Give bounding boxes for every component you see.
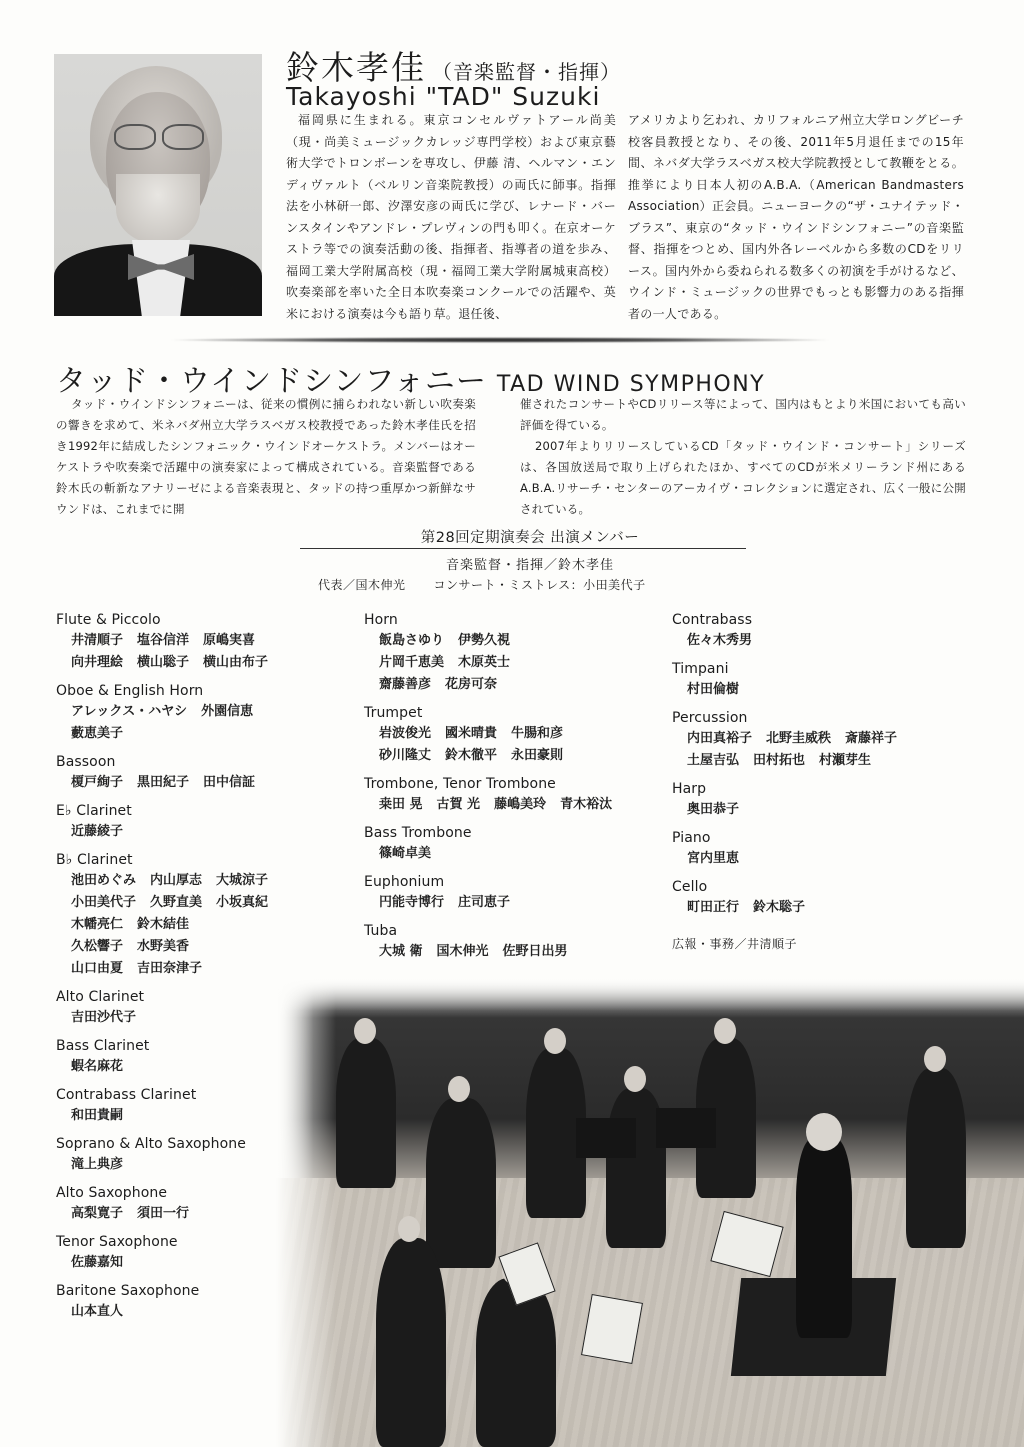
instrument-name: B♭ Clarinet: [56, 852, 133, 868]
member-row: [672, 630, 972, 652]
instrument-name: Tenor Saxophone: [56, 1234, 178, 1250]
member-row: [672, 799, 972, 821]
members-column-3: [672, 610, 972, 952]
member-row: [56, 630, 346, 652]
instrument-name: E♭ Clarinet: [56, 803, 132, 819]
member-row: [672, 750, 972, 772]
instrument-section: [672, 877, 972, 919]
member-name: 庄司恵子: [458, 895, 511, 910]
member-row: [364, 745, 664, 767]
member-name: 近藤綾子: [71, 824, 124, 839]
member-name: 宮内里恵: [687, 851, 740, 866]
member-row: [672, 679, 972, 701]
portrait-glasses: [114, 124, 204, 148]
member-name: 水野美香: [137, 939, 190, 954]
instrument-section: [672, 708, 972, 772]
instrument-name: Piano: [672, 830, 711, 846]
member-row: [56, 936, 346, 958]
member-name: 外園信恵: [201, 704, 254, 719]
member-name: 佐藤嘉知: [71, 1255, 124, 1270]
member-name: 吉田沙代子: [71, 1010, 137, 1025]
member-name: 円能寺博行: [379, 895, 445, 910]
instrument-name: Baritone Saxophone: [56, 1283, 200, 1299]
instrument-name: Horn: [364, 612, 398, 628]
instrument-name: Alto Saxophone: [56, 1185, 168, 1201]
member-name: 鈴木徹平: [445, 748, 498, 763]
instrument-name: Contrabass: [672, 612, 753, 628]
member-row: [364, 843, 664, 865]
ensemble-text-p2: 2007年よりリリースしているCD「タッド・ウインド・コンサート」シリーズは、各国放送局で取り上げられたほか、すべてのCDが米メリーランド州にあるA.B.A.リサーチ・センターのアーカイヴ・コレクションに選定され、広く一般に公開されている。: [520, 439, 966, 516]
member-name: 井清順子: [71, 633, 124, 648]
member-name: 吉田奈津子: [137, 961, 203, 976]
music-stand: [656, 1108, 716, 1148]
member-name: 国木伸光: [436, 944, 489, 959]
instrument-section: [364, 610, 664, 696]
conductor-role: （音楽監督・指揮）: [432, 60, 621, 84]
member-name: 須田一行: [137, 1206, 190, 1221]
member-row: [56, 821, 346, 843]
member-row: [364, 941, 664, 963]
member-row: [672, 728, 972, 750]
member-name: 砂川隆丈: [379, 748, 432, 763]
member-row: [364, 794, 664, 816]
music-director-line: 音楽監督・指揮／鈴木孝佳: [445, 558, 614, 573]
member-row: [672, 848, 972, 870]
member-row: [56, 723, 346, 745]
member-row: [672, 897, 972, 919]
member-name: 木原英士: [458, 655, 511, 670]
member-name: 鈴木結佳: [137, 917, 190, 932]
member-name: 片岡千恵美: [379, 655, 445, 670]
player-head: [354, 1018, 376, 1044]
instrument-name: Timpani: [672, 661, 729, 677]
member-name: 桒田 晃: [379, 797, 423, 812]
member-name: 岩波俊光: [379, 726, 432, 741]
instrument-name: Contrabass Clarinet: [56, 1087, 197, 1103]
player-head: [714, 1018, 736, 1044]
photo-fade-top: [276, 978, 1024, 1018]
members-column-2: [364, 610, 664, 970]
instrument-name: Alto Clarinet: [56, 989, 145, 1005]
instrument-section: [364, 921, 664, 963]
instrument-section: [672, 659, 972, 701]
member-name: 小田美代子: [71, 895, 137, 910]
member-row: [56, 892, 346, 914]
member-name: 木幡亮仁: [71, 917, 124, 932]
player: [376, 1238, 446, 1447]
member-name: 横山聡子: [137, 655, 190, 670]
instrument-name: Flute & Piccolo: [56, 612, 161, 628]
member-name: 塩谷信洋: [137, 633, 190, 648]
instrument-section: [364, 774, 664, 816]
member-row: [364, 674, 664, 696]
portrait-beard: [116, 174, 200, 244]
member-name: 花房可奈: [445, 677, 498, 692]
member-name: 山口由夏: [71, 961, 124, 976]
member-name: 青木裕汰: [560, 797, 613, 812]
member-row: [56, 914, 346, 936]
member-name: 伊勢久視: [458, 633, 511, 648]
member-name: アレックス・ハヤシ: [71, 704, 188, 719]
player-head: [924, 1046, 946, 1072]
member-name: 飯島さゆり: [379, 633, 445, 648]
instrument-section: [56, 752, 346, 794]
ensemble-title-jp: タッド・ウインドシンフォニー: [56, 364, 487, 399]
instrument-name: Bass Clarinet: [56, 1038, 150, 1054]
member-name: 藤嶋美玲: [494, 797, 547, 812]
member-name: 久松響子: [71, 939, 124, 954]
player: [336, 1038, 396, 1188]
member-name: 内山厚志: [150, 873, 203, 888]
member-row: [364, 630, 664, 652]
member-name: 横山由布子: [203, 655, 269, 670]
member-name: 滝上典彦: [71, 1157, 124, 1172]
member-name: 和田貴嗣: [71, 1108, 124, 1123]
orchestra-performance-photo: [276, 978, 1024, 1447]
member-row: [56, 772, 346, 794]
instrument-section: [672, 828, 972, 870]
member-name: 村田倫樹: [687, 682, 740, 697]
portrait-shirt: [132, 240, 190, 316]
conductor-bio-right: アメリカより乞われ、カリフォルニア州立大学ロングビーチ校客員教授となり、その後、2011年5月退任までの15年間、ネバダ大学ラスベガス校大学院教授として教鞭をとる。推挙により日本人初のA.B.A.（American Bandmasters Association）正会員。ニューヨークの“ザ・ユナイテッド・ブラス”、東京の“タッド・ウインドシンフォニー”の音楽監督、指揮をつとめ、国内外各レーベルから多数のCDをリリース。国内外から委ねられる数多くの初演を手がけるなど、ウインド・ミュージックの世界でもっとも影響力のある指揮者の一人である。: [628, 113, 964, 321]
player-head: [624, 1066, 646, 1092]
member-row: [56, 958, 346, 980]
player: [426, 1098, 496, 1268]
conductor-name-en: Takayoshi "TAD" Suzuki: [286, 82, 601, 111]
member-name: 北野圭威秩: [766, 731, 832, 746]
instrument-name: Tuba: [364, 923, 398, 939]
instrument-name: Bassoon: [56, 754, 116, 770]
ensemble-text-p1: 催されたコンサートやCDリリース等によって、国内はもとより米国においても高い評価を得ている。: [520, 397, 966, 432]
ensemble-text-right: [520, 394, 966, 520]
member-name: 齋藤善彦: [379, 677, 432, 692]
member-name: 土屋吉弘: [687, 753, 740, 768]
instrument-section: [364, 703, 664, 767]
sheet-music: [581, 1294, 643, 1364]
instrument-name: Oboe & English Horn: [56, 683, 204, 699]
member-name: 牛腸和彦: [511, 726, 564, 741]
member-name: 黒田紀子: [137, 775, 190, 790]
member-row: [364, 652, 664, 674]
member-row: [56, 870, 346, 892]
conductor-portrait-photo: [54, 54, 262, 316]
member-name: 田村拓也: [753, 753, 806, 768]
member-name: 佐野日出男: [502, 944, 568, 959]
representative: 代表／国木伸光: [318, 578, 406, 592]
conductor-head: [806, 1113, 842, 1151]
member-name: 池田めぐみ: [71, 873, 137, 888]
player-head: [448, 1076, 470, 1102]
instrument-section: [56, 681, 346, 745]
instrument-section: [56, 610, 346, 674]
instrument-name: Trombone, Tenor Trombone: [364, 776, 556, 792]
conductor-figure: [796, 1138, 852, 1338]
instrument-section: [672, 610, 972, 652]
instrument-name: Cello: [672, 879, 708, 895]
member-name: 町田正行: [687, 900, 740, 915]
title-underline: [300, 548, 746, 549]
instrument-name: Percussion: [672, 710, 748, 726]
conductor-name: 鈴木孝佳: [286, 48, 426, 87]
member-name: 村瀬芽生: [819, 753, 872, 768]
instrument-section: [672, 779, 972, 821]
player: [906, 1068, 966, 1248]
instrument-name: Soprano & Alto Saxophone: [56, 1136, 246, 1152]
member-name: 奥田恭子: [687, 802, 740, 817]
member-name: 久野直美: [150, 895, 203, 910]
member-name: 永田豪則: [511, 748, 564, 763]
member-name: 國米晴貴: [445, 726, 498, 741]
member-row: [364, 892, 664, 914]
instrument-name: Harp: [672, 781, 707, 797]
member-name: 高梨寛子: [71, 1206, 124, 1221]
section-divider: [40, 336, 960, 344]
concert-members-title: 第28回定期演奏会 出演メンバー: [420, 530, 640, 546]
member-name: 内田真裕子: [687, 731, 753, 746]
member-name: 古賀 光: [436, 797, 481, 812]
instrument-section: [364, 872, 664, 914]
member-name: 鈴木聡子: [753, 900, 806, 915]
member-name: 榎戸絢子: [71, 775, 124, 790]
member-name: 向井理絵: [71, 655, 124, 670]
member-name: 斎藤祥子: [845, 731, 898, 746]
instrument-section: [56, 850, 346, 980]
instrument-section: [364, 823, 664, 865]
player-head: [398, 1216, 420, 1242]
instrument-name: Euphonium: [364, 874, 445, 890]
member-name: 佐々木秀男: [687, 633, 753, 648]
member-row: [56, 701, 346, 723]
representative-line: [318, 576, 646, 593]
conductor-bio-left: 福岡県に生まれる。東京コンセルヴァトアール尚美（現・尚美ミュージックカレッジ専門学校）および東京藝術大学でトロンボーンを専攻し、伊藤 清、ヘルマン・エンディヴァルト（ベルリン音楽院教授）の両氏に師事。指揮法を小林研一郎、汐澤安彦の両氏に学び、レナード・バーンスタインやアンドレ・プレヴィンの門も叩く。在京オーケストラ等での演奏活動の後、指揮者、指導者の道を歩み、福岡工業大学附属高校（現・福岡工業大学附属城東高校）吹奏楽部を率いた全日本吹奏楽コンクールでの活躍や、英米における演奏は今も語り草。退任後、: [286, 113, 616, 321]
concertmistress: コンサート・ミストレス：小田美代子: [433, 578, 646, 592]
instrument-name: Bass Trombone: [364, 825, 472, 841]
member-name: 小坂真紀: [216, 895, 269, 910]
ensemble-text-left: タッド・ウインドシンフォニーは、従来の慣例に捕らわれない新しい吹奏楽の響きを求めて、米ネバダ州立大学ラスベガス校教授であった鈴木孝佳氏を招き1992年に結成したシンフォニック・ウインドオーケストラ。メンバーはオーケストラや吹奏楽で活躍中の演奏家によって構成されている。音楽監督である鈴木氏の斬新なアナリーゼによる音楽表現と、タッドの持つ重厚かつ新鮮なサウンドは、これまでに開: [56, 397, 476, 516]
member-name: 藪恵美子: [71, 726, 124, 741]
member-name: 原嶋実喜: [203, 633, 256, 648]
member-name: 大城 衛: [379, 944, 423, 959]
member-name: 田中信証: [203, 775, 256, 790]
member-name: 大城涼子: [216, 873, 269, 888]
music-stand: [576, 1118, 636, 1158]
ensemble-title-en: TAD WIND SYMPHONY: [496, 372, 766, 397]
member-row: [56, 652, 346, 674]
member-name: 篠崎卓美: [379, 846, 432, 861]
instrument-name: Trumpet: [364, 705, 423, 721]
player-head: [544, 1028, 566, 1054]
member-name: 蝦名麻花: [71, 1059, 124, 1074]
member-name: 山本直人: [71, 1304, 124, 1319]
instrument-section: [56, 801, 346, 843]
member-row: [364, 723, 664, 745]
pr-office-line: 広報・事務／井清順子: [672, 937, 798, 951]
photo-fade-left: [276, 978, 336, 1447]
